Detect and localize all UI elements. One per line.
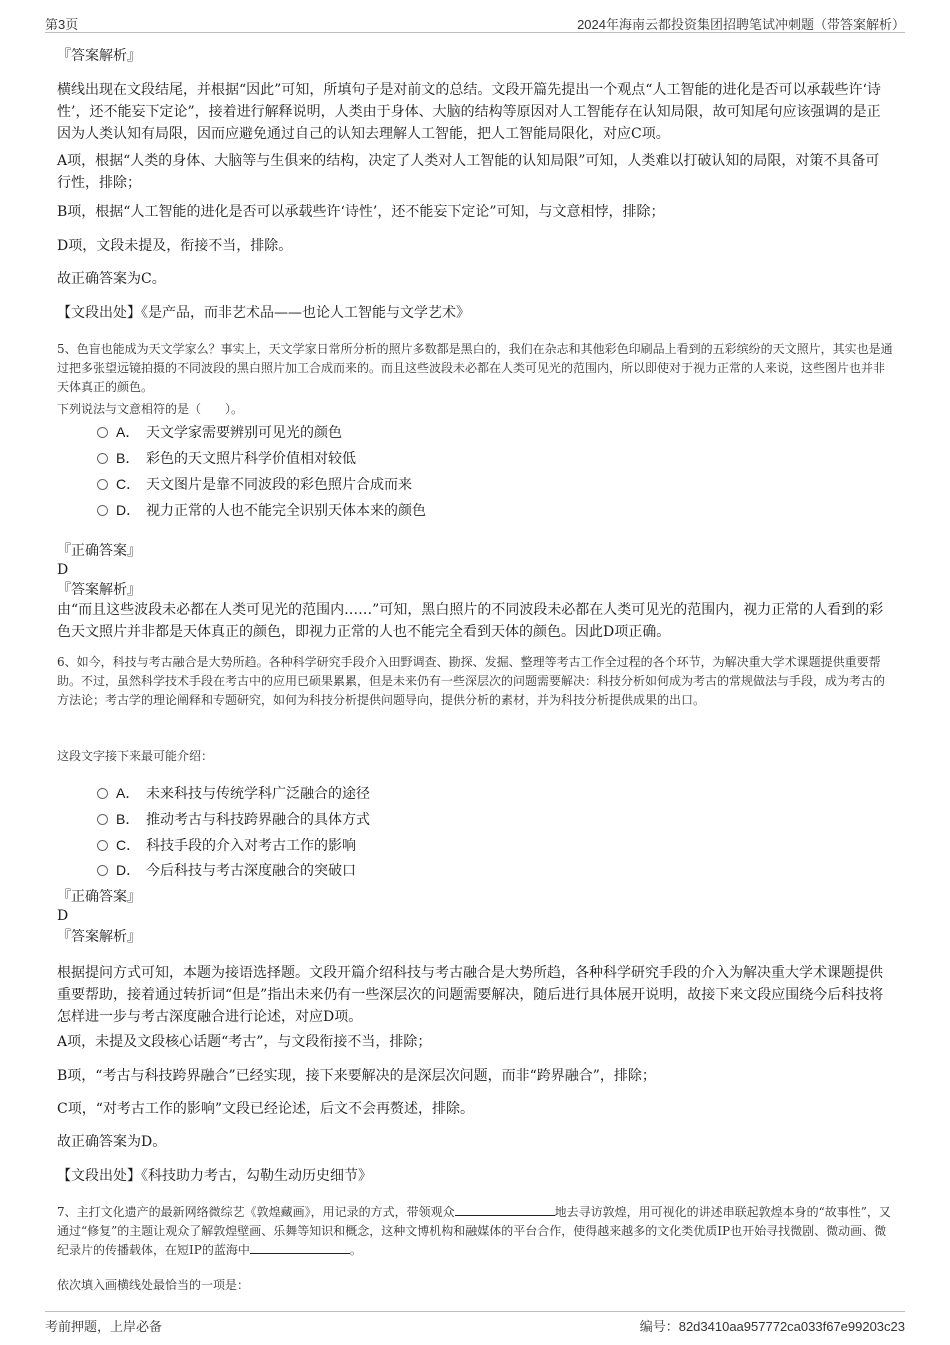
q5-option-b[interactable]: B． 彩色的天文照片科学价值相对较低	[97, 447, 356, 469]
radio-icon[interactable]	[97, 427, 108, 438]
q6-source: 【文段出处】《科技助力考古，勾勒生动历史细节》	[57, 1168, 372, 1184]
q5-stem: 5、色盲也能成为天文学家么？事实上，天文学家日常所分析的照片多数都是黑白的，我们在杂志和其他彩色印刷品上看到的五彩缤纷的天文照片，其实也是通过把多张望远镜拍摄的不同波段的黑白照片加工合成而来的。而且这些波段未必都在人类可见光的范围内，所以即使对于视力正常的人来说，这些图片也并非天体真正的颜色。	[57, 342, 893, 394]
fill-blank-2[interactable]	[250, 1241, 350, 1254]
q5-analysis: 由“而且这些波段未必都在人类可见光的范围内……”可知，黑白照片的不同波段未必都在人类可见光的范围内，视力正常的人看到的彩色天文照片并非都是天体真正的颜色，即视力正常的人也不能完全看到天体的颜色。因此D项正确。	[57, 602, 884, 640]
page-footer	[45, 1311, 905, 1334]
q4-analysis-label: 『答案解析』	[57, 48, 141, 64]
q6-stem: 6、如今，科技与考古融合是大势所趋。各种科学研究手段介入田野调查、勘探、发掘、整理等考古工作全过程的各个环节，为解决重大学术课题提供重要帮助。不过，虽然科学技术手段在考古中的应用已硕果累累，但是未来仍有一些深层次的问题需要解决：科技分析如何成为考古的常规做法与手段，成为考古的方法论；考古学的理论阐释和专题研究，如何为科技分析提供问题导向，提供分析的素材，并为科技分析提供成果的出口。	[57, 655, 886, 707]
q4-source: 【文段出处】《是产品，而非艺术品——也论人工智能与文学艺术》	[57, 305, 470, 321]
q6-option-c[interactable]: C． 科技手段的介入对考古工作的影响	[97, 834, 356, 856]
q6-option-d[interactable]: D． 今后科技与考古深度融合的突破口	[97, 859, 356, 881]
q6-analysis-option-a: A项，未提及文段核心话题“考古”，与文段衔接不当，排除；	[57, 1034, 432, 1050]
q7-stem: 7、主打文化遗产的最新网络微综艺《敦煌藏画》，用记录的方式，带领观众 地去寻访敦煌，用可视化的讲述串联起敦煌本身的“故事性”，又通过“修复”的主题让观众了解敦煌壁画、乐舞等知识和概念，这种文博机构和融媒体的平台合作，使得越来越多的文化类优质IP也开始寻找微剧、微动画、微纪录片的传播载体，在短IP的蓝海中 。	[57, 1205, 891, 1257]
q6-analysis-p1: 根据提问方式可知，本题为接语选择题。文段开篇介绍科技与考古融合是大势所趋，各种科学研究手段的介入为解决重大学术课题提供重要帮助，接着通过转折词“但是”指出未来仍有一些深层次的问题需要解决，随后进行具体展开说明，故接下来文段应围绕今后科技将怎样进一步与考古深度融合进行论述，对应D项。	[57, 965, 884, 1025]
q5-question: 下列说法与文意相符的是（ ）。	[57, 402, 244, 416]
q6-answer: D	[57, 908, 69, 924]
document-title: 2024年海南云都投资集团招聘笔试冲刺题（带答案解析）	[577, 17, 905, 32]
q4-analysis-option-d: D项，文段未提及，衔接不当，排除。	[57, 238, 293, 254]
fill-blank-1[interactable]	[455, 1203, 555, 1216]
q6-analysis-option-c: C项，“对考古工作的影响”文段已经论述，后文不会再赘述，排除。	[57, 1101, 475, 1117]
q4-analysis-option-b: B项，根据“人工智能的进化是否可以承载些许‘诗性’，还不能妄下定论”可知，与文意相悖，排除；	[57, 204, 665, 220]
q6-analysis-option-b: B项，“考古与科技跨界融合”已经实现，接下来要解决的是深层次问题，而非“跨界融合”，排除；	[57, 1068, 656, 1084]
q4-analysis-p1: 横线出现在文段结尾，并根据“因此”可知，所填句子是对前文的总结。文段开篇先提出一个观点“人工智能的进化是否可以承载些许‘诗性’，还不能妄下定论”，接着进行解释说明，人类由于身体、大脑的结构等原因对人工智能存在认知局限，故可知尾句应该强调的是正因为人类认知有局限，因而应避免通过自己的认知去理解人工智能，把人工智能局限化，对应C项。	[57, 82, 881, 142]
q5-analysis-label: 『答案解析』	[57, 582, 141, 598]
q6-question: 这段文字接下来最可能介绍：	[57, 749, 214, 763]
page-header	[45, 12, 905, 33]
q5-answer-label: 『正确答案』	[57, 543, 141, 559]
q5-option-c[interactable]: C． 天文图片是靠不同波段的彩色照片合成而来	[97, 473, 412, 495]
q5-option-a[interactable]: A． 天文学家需要辨别可见光的颜色	[97, 421, 342, 443]
q6-option-b[interactable]: B． 推动考古与科技跨界融合的具体方式	[97, 808, 370, 830]
q6-conclusion: 故正确答案为D。	[57, 1134, 167, 1150]
radio-icon[interactable]	[97, 865, 108, 876]
radio-icon[interactable]	[97, 453, 108, 464]
q6-answer-label: 『正确答案』	[57, 889, 141, 905]
q4-analysis-option-a: A项，根据“人类的身体、大脑等与生俱来的结构，决定了人类对人工智能的认知局限”可知，人类难以打破认知的局限，对策不具备可行性，排除；	[57, 153, 880, 191]
radio-icon[interactable]	[97, 479, 108, 490]
q5-answer: D	[57, 562, 69, 578]
page-number: 第3页	[45, 17, 79, 32]
radio-icon[interactable]	[97, 505, 108, 516]
radio-icon[interactable]	[97, 840, 108, 851]
q4-conclusion: 故正确答案为C。	[57, 271, 166, 287]
q5-option-d[interactable]: D． 视力正常的人也不能完全识别天体本来的颜色	[97, 499, 426, 521]
q6-option-a[interactable]: A． 未来科技与传统学科广泛融合的途径	[97, 782, 370, 804]
q7-question: 依次填入画横线处最恰当的一项是：	[57, 1278, 250, 1292]
footer-slogan: 考前押题，上岸必备	[45, 1319, 163, 1334]
q6-analysis-label: 『答案解析』	[57, 929, 141, 945]
radio-icon[interactable]	[97, 814, 108, 825]
document-code: 编号：82d3410aa957772ca033f67e99203c23	[639, 1319, 905, 1334]
radio-icon[interactable]	[97, 788, 108, 799]
